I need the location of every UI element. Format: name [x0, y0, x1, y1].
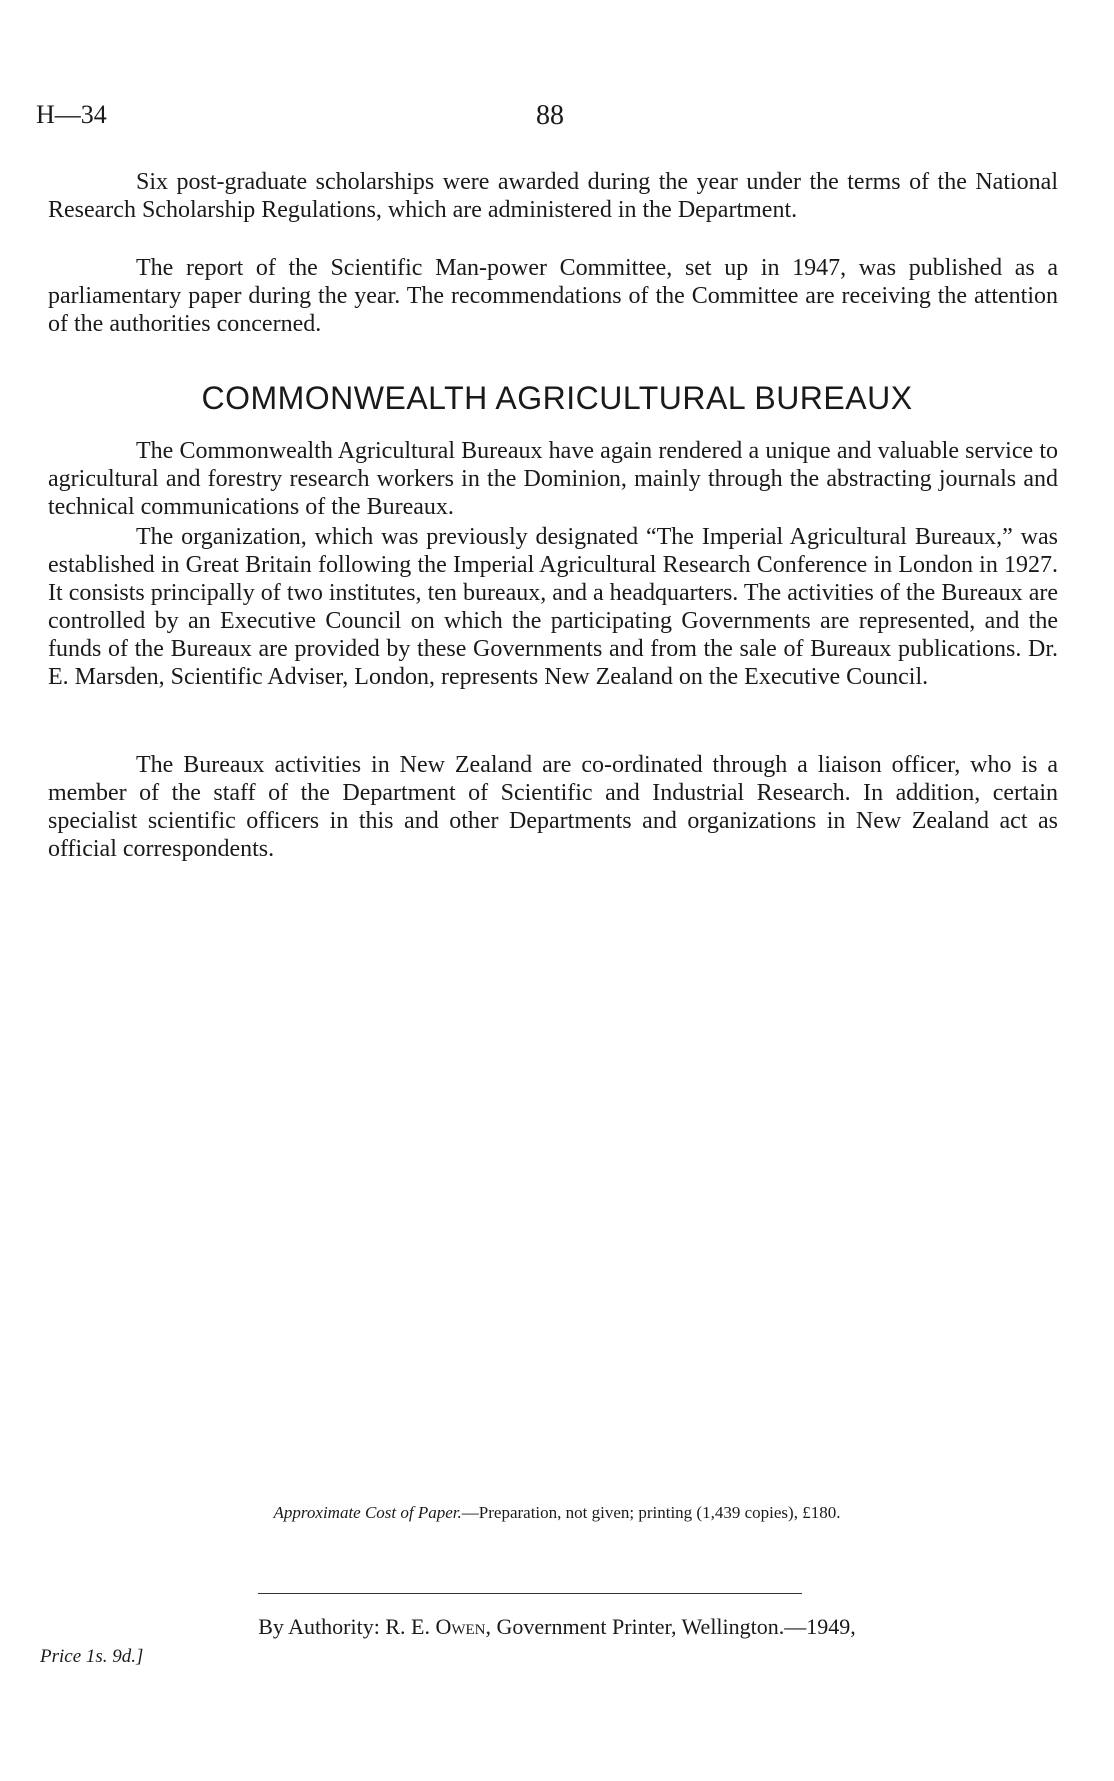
- paragraph-bureaux-liaison: The Bureaux activities in New Zealand are co-ordinated through a liaison officer, who is a member of the staff of the Department of Scientific and Industrial Research. In addition, certain specialist scientific officers in this and other Departments and organizations in New Zealand act as official correspondents.: [48, 752, 1058, 862]
- paragraph-scholarships: Six post-graduate scholarships were awarded during the year under the terms of the National Research Scholarship Regulations, which are administered in the Department.: [48, 169, 1058, 223]
- paragraph-bureaux-service: The Commonwealth Agricultural Bureaux have again rendered a unique and valuable service to agricultural and forestry research workers in the Dominion, mainly through the abstracting journals and technical communications of the Bureaux.: [48, 438, 1058, 520]
- authority-prefix: By Authority:: [258, 1614, 380, 1639]
- cost-label: Approximate Cost of Paper.: [273, 1503, 462, 1522]
- authority-line: [0, 1614, 1114, 1640]
- section-heading: COMMONWEALTH AGRICULTURAL BUREAUX: [201, 380, 913, 416]
- authority-suffix: , Government Printer, Wellington.—1949,: [485, 1614, 856, 1639]
- paragraph-bureaux-organization: The organization, which was previously designated “The Imperial Agricultural Bureaux,” was established in Great Britain following the Imperial Agricultural Research Conference in London in 1927. It consists principally of two institutes, ten bureaux, and a headquarters. The activities of the Bureaux are controlled by an Executive Council on which the participating Governments are represented, and the funds of the Bureaux are provided by these Governments and from the sale of Bureaux publications. Dr. E. Marsden, Scientific Adviser, London, represents New Zealand on the Executive Council.: [48, 524, 1058, 690]
- header-reference: H—34: [36, 100, 107, 129]
- footer-rule: [258, 1593, 802, 1594]
- page-number: 88: [536, 100, 564, 131]
- cost-detail: —Preparation, not given; printing (1,439 copies), £180.: [461, 1503, 841, 1522]
- paragraph-manpower-committee: The report of the Scientific Man-power Committee, set up in 1947, was published as a parliamentary paper during the year. The recommendations of the Committee are receiving the attention of the authorities concerned.: [48, 255, 1058, 337]
- printer-name: R. E. Owen: [385, 1614, 486, 1639]
- cost-of-paper-line: [0, 1503, 1114, 1523]
- price: Price 1s. 9d.]: [40, 1646, 144, 1667]
